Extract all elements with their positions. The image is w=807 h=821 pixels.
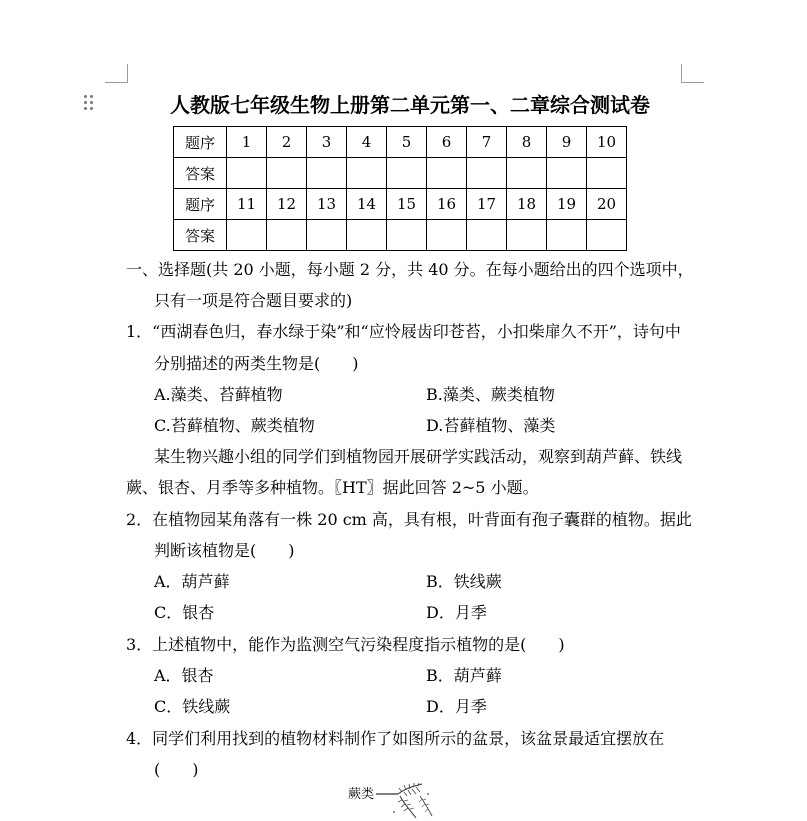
crop-mark-top-right	[681, 64, 704, 83]
crop-mark-top-left	[105, 64, 128, 83]
question-2-stem-cont: 判断该植物是( )	[154, 541, 295, 560]
answer-cell[interactable]	[587, 220, 627, 251]
answer-cell[interactable]	[267, 220, 307, 251]
q1-option-b: B.藻类、蕨类植物	[426, 385, 555, 404]
answer-cell[interactable]	[387, 220, 427, 251]
answer-cell[interactable]	[347, 158, 387, 189]
table-cell: 14	[347, 189, 387, 220]
table-cell: 10	[587, 127, 627, 158]
drag-handle-icon[interactable]	[84, 95, 96, 113]
fern-bonsai-figure	[376, 782, 438, 821]
answer-cell[interactable]	[347, 220, 387, 251]
q1-option-c: C.苔藓植物、蕨类植物	[154, 416, 315, 435]
answer-cell[interactable]	[227, 158, 267, 189]
table-cell: 3	[307, 127, 347, 158]
table-cell: 19	[547, 189, 587, 220]
table-cell: 9	[547, 127, 587, 158]
question-4-stem: 4．同学们利用找到的植物材料制作了如图所示的盆景，该盆景最适宜摆放在	[126, 729, 665, 748]
answer-cell[interactable]	[307, 220, 347, 251]
table-cell: 4	[347, 127, 387, 158]
q2-option-c: C．银杏	[154, 603, 215, 622]
table-cell: 1	[227, 127, 267, 158]
table-cell: 13	[307, 189, 347, 220]
question-1-stem-cont: 分别描述的两类生物是( )	[154, 354, 359, 373]
question-2-stem: 2．在植物园某角落有一株 20 cm 高，具有根，叶背面有孢子囊群的植物。据此	[126, 510, 692, 529]
table-cell: 11	[227, 189, 267, 220]
material-intro: 某生物兴趣小组的同学们到植物园开展研学实践活动，观察到葫芦藓、铁线	[154, 447, 683, 466]
q2-option-d: D．月季	[426, 603, 487, 622]
answer-cell[interactable]	[427, 158, 467, 189]
table-cell: 7	[467, 127, 507, 158]
table-cell: 18	[507, 189, 547, 220]
section-heading-cont: 只有一项是符合题目要求的)	[154, 291, 353, 310]
section-heading: 一、选择题(共 20 小题，每小题 2 分，共 40 分。在每小题给出的四个选项中，	[126, 260, 694, 279]
table-row	[174, 220, 627, 251]
answer-cell[interactable]	[547, 220, 587, 251]
answer-table	[173, 126, 627, 251]
q3-option-c: C．铁线蕨	[154, 697, 231, 716]
row-label-question: 题序	[174, 189, 227, 220]
question-1-stem: 1．“西湖春色归，春水绿于染”和“应怜屐齿印苍苔，小扣柴扉久不开”，诗句中	[126, 322, 681, 341]
answer-cell[interactable]	[227, 220, 267, 251]
answer-cell[interactable]	[307, 158, 347, 189]
q3-option-b: B．葫芦藓	[426, 666, 502, 685]
table-cell: 2	[267, 127, 307, 158]
answer-cell[interactable]	[387, 158, 427, 189]
table-cell: 6	[427, 127, 467, 158]
answer-cell[interactable]	[427, 220, 467, 251]
answer-cell[interactable]	[507, 220, 547, 251]
question-4-stem-cont: ( )	[154, 760, 199, 779]
table-cell: 12	[267, 189, 307, 220]
table-cell: 20	[587, 189, 627, 220]
q1-option-a: A.藻类、苔藓植物	[154, 385, 283, 404]
answer-cell[interactable]	[267, 158, 307, 189]
table-row	[174, 158, 627, 189]
table-cell: 8	[507, 127, 547, 158]
q1-option-d: D.苔藓植物、藻类	[426, 416, 556, 435]
table-row	[174, 127, 627, 158]
q3-option-a: A．银杏	[154, 666, 214, 685]
table-cell: 17	[467, 189, 507, 220]
table-cell: 5	[387, 127, 427, 158]
q2-option-a: A．葫芦藓	[154, 572, 230, 591]
q2-option-b: B．铁线蕨	[426, 572, 502, 591]
answer-cell[interactable]	[467, 158, 507, 189]
table-cell: 16	[427, 189, 467, 220]
row-label-question: 题序	[174, 127, 227, 158]
row-label-answer: 答案	[174, 158, 227, 189]
answer-cell[interactable]	[467, 220, 507, 251]
q3-option-d: D．月季	[426, 697, 487, 716]
answer-cell[interactable]	[547, 158, 587, 189]
question-3-stem: 3．上述植物中，能作为监测空气污染程度指示植物的是( )	[126, 635, 565, 654]
page-title: 人教版七年级生物上册第二单元第一、二章综合测试卷	[170, 93, 650, 117]
table-row	[174, 189, 627, 220]
answer-cell[interactable]	[507, 158, 547, 189]
table-cell: 15	[387, 189, 427, 220]
row-label-answer: 答案	[174, 220, 227, 251]
figure-label: 蕨类	[348, 787, 375, 802]
answer-cell[interactable]	[587, 158, 627, 189]
material-intro-cont: 蕨、银杏、月季等多种植物。〖HT〗据此回答 2~5 小题。	[126, 478, 539, 497]
